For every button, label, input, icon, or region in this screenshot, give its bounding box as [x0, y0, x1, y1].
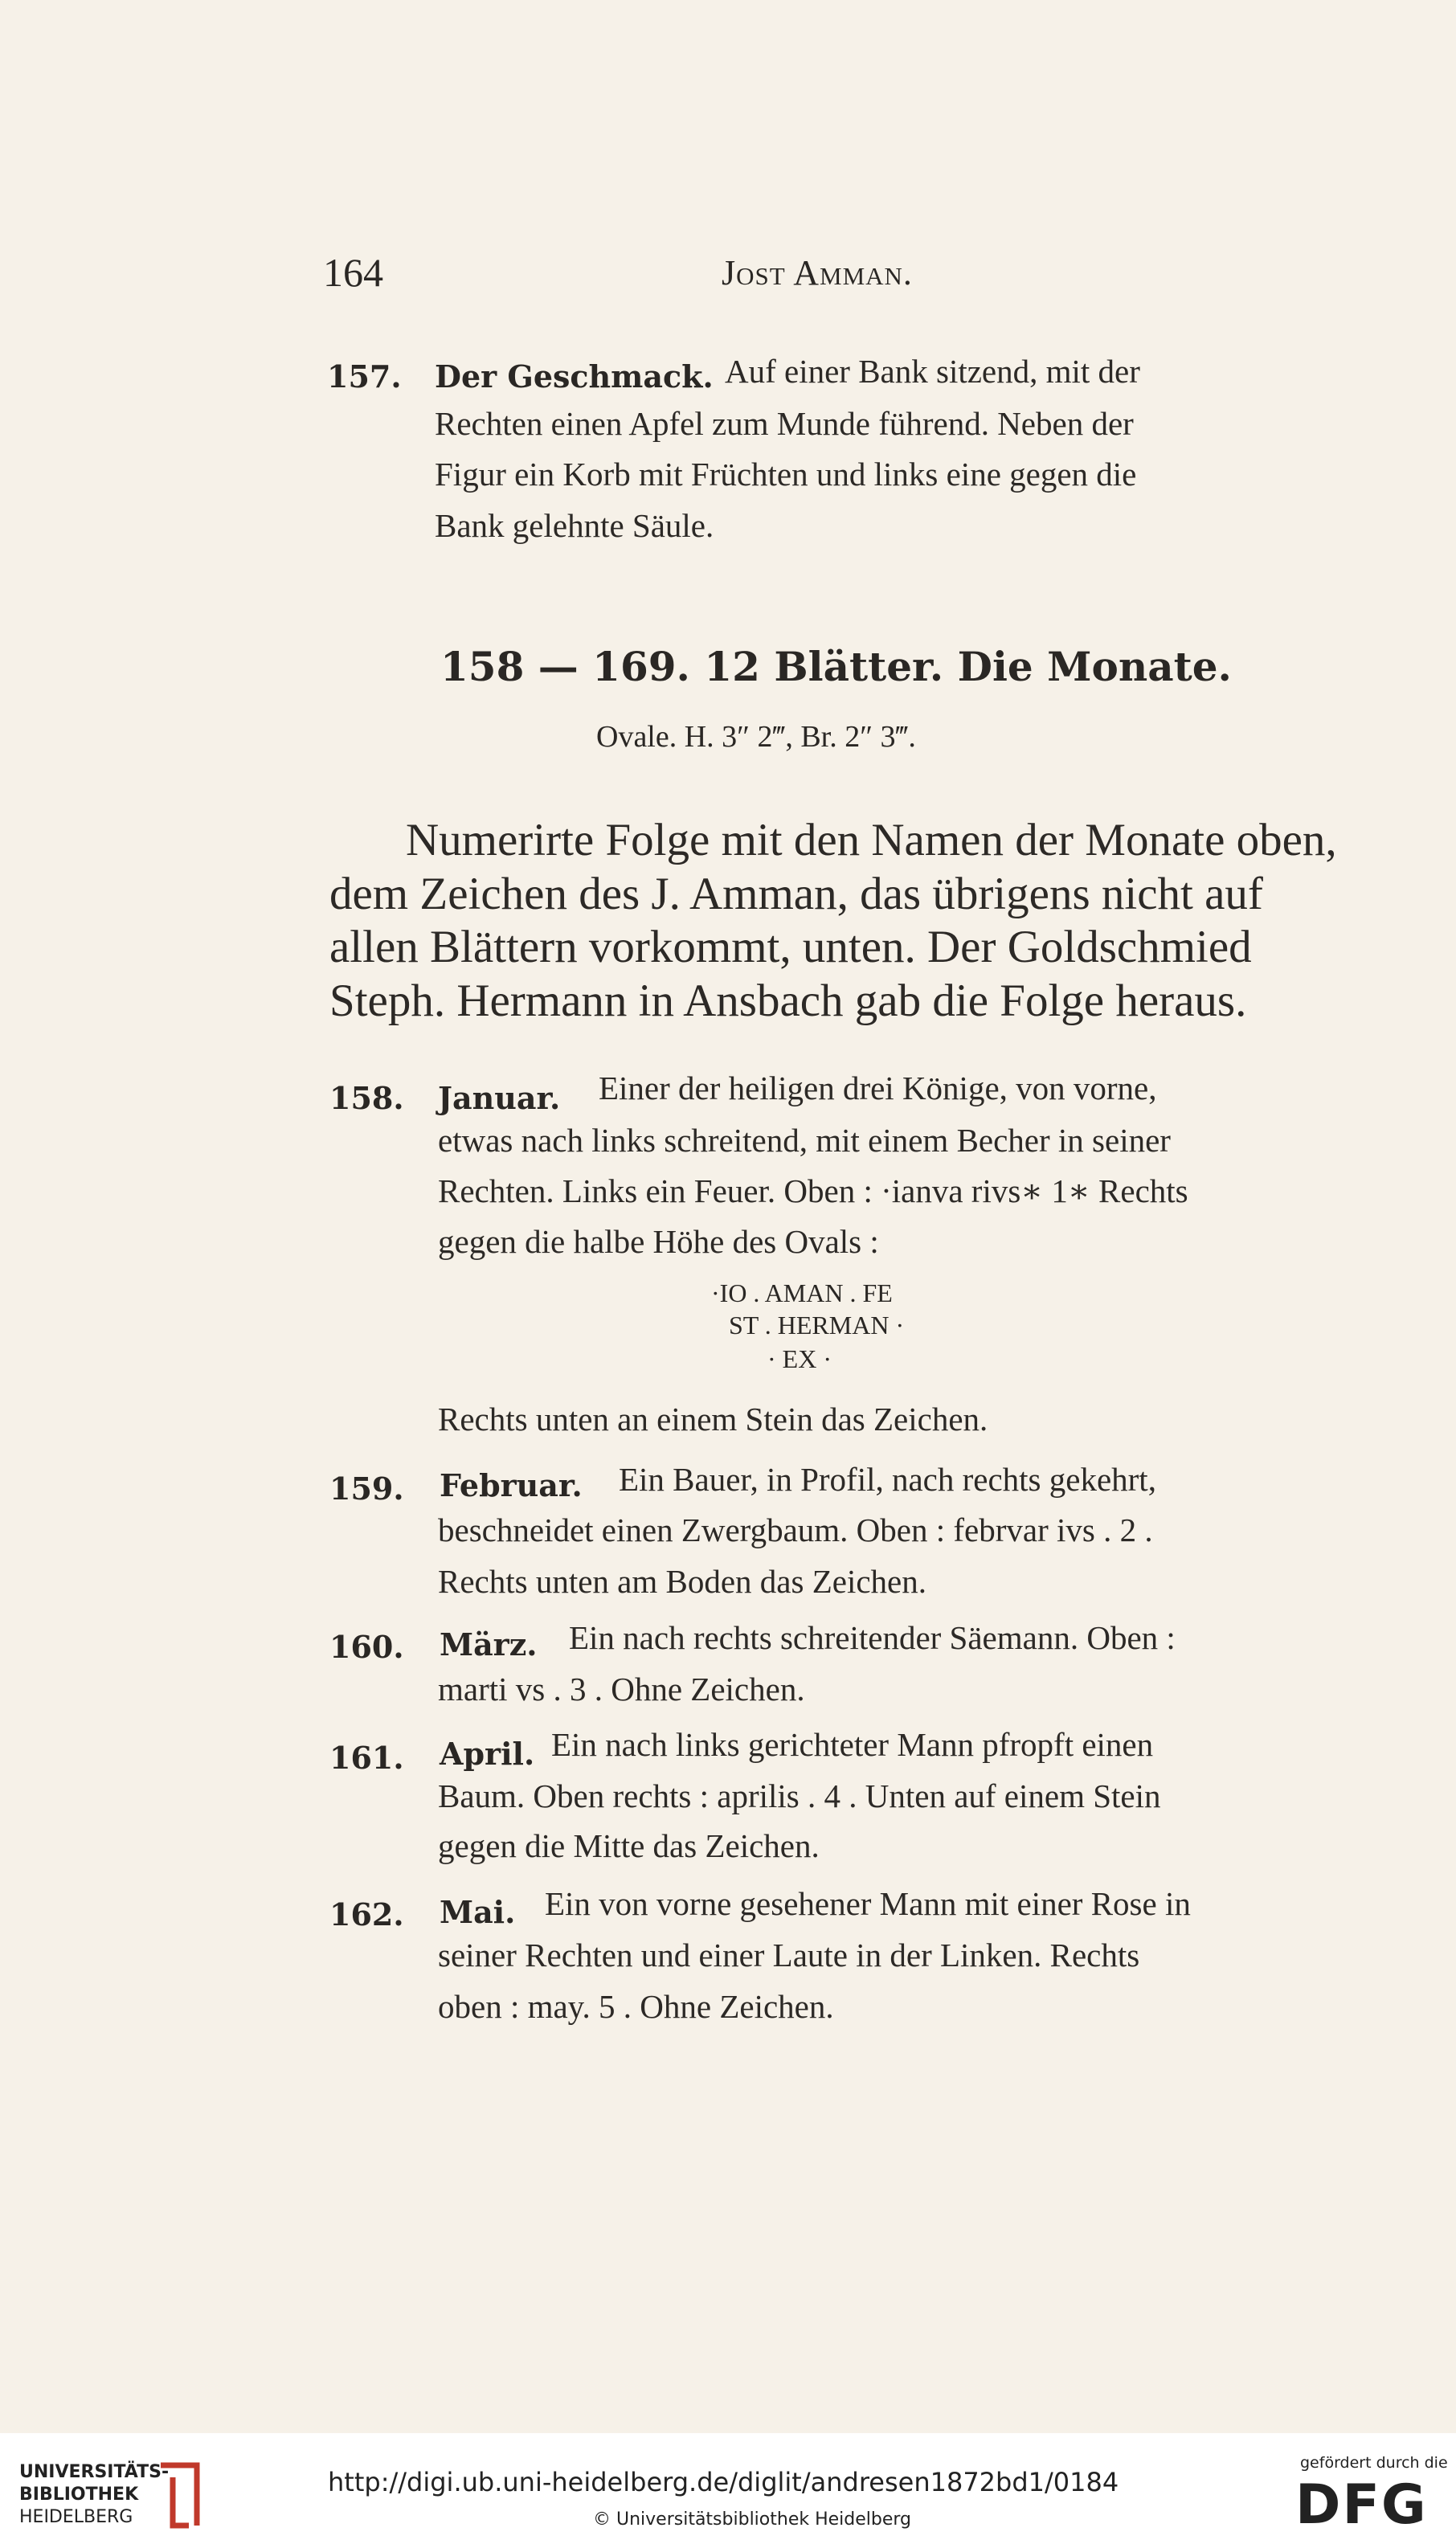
entry-161-line: Ein nach links gerichteter Mann pfropft einen — [551, 1726, 1154, 1763]
entry-158-line: gegen die halbe Höhe des Ovals : — [438, 1223, 879, 1260]
entry-161-line: Baum. Oben rechts : aprilis . 4 . Unten auf einem Stein — [438, 1777, 1161, 1814]
copyright-notice: © Universitätsbibliothek Heidelberg — [593, 2509, 912, 2530]
entry-158-line: etwas nach links schreitend, mit einem Becher in seiner — [438, 1122, 1171, 1159]
entry-157-line: Auf einer Bank sitzend, mit der — [725, 353, 1140, 390]
series-intro-line: dem Zeichen des J. Amman, das übrigens nicht auf — [329, 869, 1263, 919]
page-number: 164 — [323, 250, 383, 295]
entry-162-line: seiner Rechten und einer Laute in der Linken. Rechts — [438, 1937, 1140, 1974]
inscription-line: ST . HERMAN · — [729, 1311, 905, 1340]
entry-157-line: Bank gelehnte Säule. — [435, 507, 714, 544]
funded-by-label: gefördert durch die — [1300, 2454, 1448, 2472]
entry-158-line: Rechten. Links ein Feuer. Oben : ·ianva rivs∗ 1∗ Rechts — [438, 1172, 1188, 1209]
entry-159-number: 159. — [329, 1470, 404, 1507]
entry-162-line: oben : may. 5 . Ohne Zeichen. — [438, 1988, 834, 2025]
library-name-line: HEIDELBERG — [19, 2507, 133, 2527]
series-dimensions: Ovale. H. 3″ 2‴, Br. 2″ 3‴. — [596, 720, 916, 754]
permalink-url[interactable]: http://digi.ub.uni-heidelberg.de/diglit/andresen1872bd1/0184 — [328, 2467, 1119, 2497]
entry-161-number: 161. — [329, 1740, 404, 1776]
entry-161-title: April. — [440, 1736, 535, 1772]
running-title: Jost Amman. — [722, 253, 913, 292]
entry-159-line: beschneidet einen Zwergbaum. Oben : febrvar ivs . 2 . — [438, 1511, 1153, 1548]
entry-157-line: Rechten einen Apfel zum Munde führend. Neben der — [435, 405, 1134, 442]
series-heading: 158 — 169. 12 Blätter. Die Monate. — [440, 643, 1232, 690]
entry-157-number: 157. — [327, 358, 402, 395]
library-logo-icon — [153, 2457, 209, 2534]
entry-159-line: Rechts unten am Boden das Zeichen. — [438, 1563, 926, 1600]
inscription-line: · EX · — [767, 1344, 832, 1373]
entry-160-line: Ein nach rechts schreitender Säemann. Oben : — [569, 1619, 1176, 1656]
inscription-line: ·IO . AMAN . FE — [711, 1278, 893, 1307]
entry-158-title: Januar. — [438, 1080, 561, 1116]
entry-160-title: März. — [440, 1626, 538, 1663]
entry-159-line: Ein Bauer, in Profil, nach rechts gekehrt, — [619, 1461, 1156, 1498]
footer-bar — [0, 2433, 1456, 2540]
entry-161-line: gegen die Mitte das Zeichen. — [438, 1827, 820, 1864]
entry-158-number: 158. — [329, 1080, 404, 1116]
entry-162-title: Mai. — [440, 1894, 516, 1930]
dfg-logo: DFG — [1295, 2473, 1428, 2537]
entry-157-line: Figur ein Korb mit Früchten und links eine gegen die — [435, 456, 1137, 493]
entry-160-line: marti vs . 3 . Ohne Zeichen. — [438, 1671, 805, 1708]
series-intro-line: Steph. Hermann in Ansbach gab die Folge heraus. — [329, 976, 1247, 1026]
series-intro-line: allen Blättern vorkommt, unten. Der Goldschmied — [329, 922, 1252, 972]
entry-160-number: 160. — [329, 1629, 404, 1665]
entry-159-title: Februar. — [440, 1467, 583, 1503]
entry-157-title: Der Geschmack. — [435, 358, 714, 395]
series-intro-line: Numerirte Folge mit den Namen der Monate oben, — [406, 815, 1337, 865]
entry-158-after: Rechts unten an einem Stein das Zeichen. — [438, 1401, 988, 1438]
library-name-line: UNIVERSITÄTS- — [19, 2462, 170, 2482]
entry-158-line: Einer der heiligen drei Könige, von vorne, — [599, 1070, 1157, 1106]
entry-162-number: 162. — [329, 1896, 404, 1933]
library-name-line: BIBLIOTHEK — [19, 2485, 139, 2505]
entry-162-line: Ein von vorne gesehener Mann mit einer Rose in — [545, 1885, 1191, 1922]
